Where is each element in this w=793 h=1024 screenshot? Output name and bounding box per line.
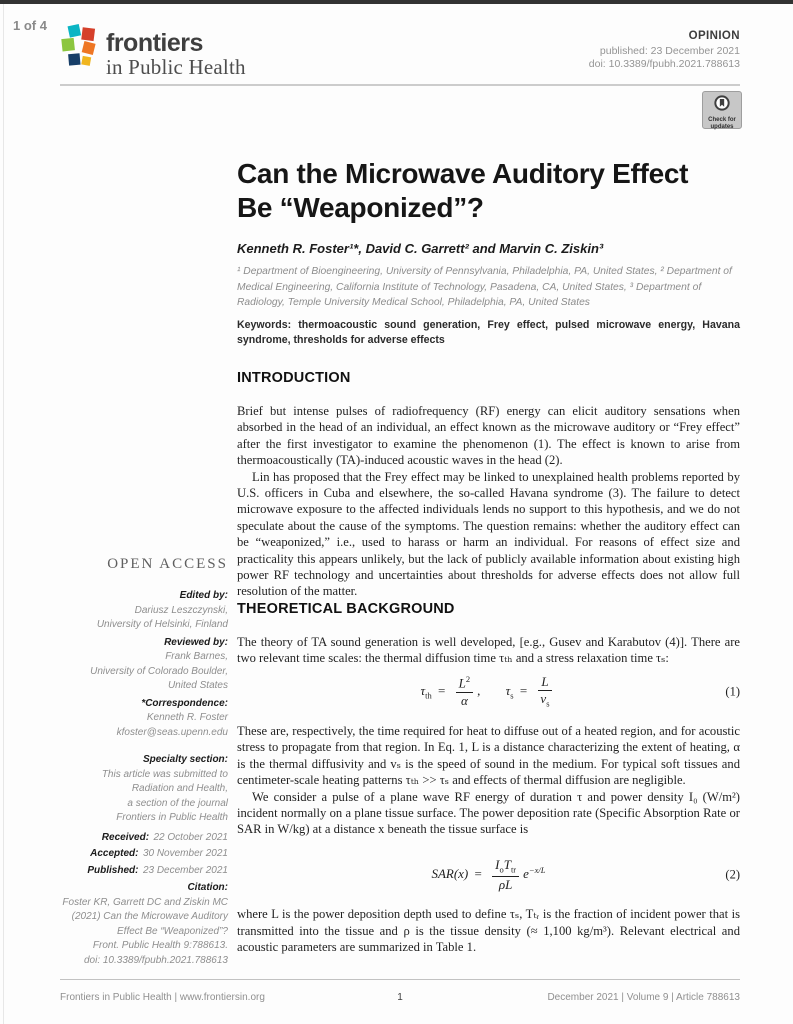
page-title-line2: Be “Weaponized”? <box>237 192 484 223</box>
open-access-label: OPEN ACCESS <box>107 556 228 572</box>
affiliations: ¹ Department of Bioengineering, University of Pennsylvania, Philadelphia, PA, United States, ² Department of Medical Engineering, California Institute of Technology, Pasadena, CA, United States, ³ Department of Radiology, Temple University Medical School, Philadelphia, PA, United States <box>237 266 732 309</box>
published-date: published: 23 December 2021 <box>599 45 740 57</box>
footer-journal: Frontiers in Public Health | www.frontiersin.org <box>60 992 265 1003</box>
article-type-label: OPINION <box>688 30 740 42</box>
header-meta <box>589 30 740 70</box>
correspondence-email[interactable]: kfoster@seas.upenn.edu <box>116 726 228 738</box>
badge-text-line2: updates <box>710 123 734 130</box>
edited-by-block: Edited by: Dariusz Leszczynski, University of Helsinki, Finland <box>96 590 228 630</box>
intro-paragraph-2: Lin has proposed that the Frey effect may be linked to unexplained health problems reported by U.S. officers in Cuba and elsewhere, the so-called Havana syndrome (3). The failure to detect microwave exposure to the affected individuals lends no support to this hypothesis, and we do not speculate about the cause of the symptoms. The question remains: whether the auditory effect can be “weaponized,” i.e., used to harass or harm an individual. For reasons of effect size and practicality this appears unlikely, but the lack of publicly available information about existing high power RF technology and uncertainties about thresholds for adverse effects does not allow full resolution of the matter. <box>237 469 740 599</box>
eq1-number: (1) <box>725 684 740 699</box>
header-divider <box>60 84 740 86</box>
badge-text-line1: Check for <box>708 117 736 123</box>
theory-paragraph-4: where L is the power deposition depth used to define τₛ, Tₜᵣ is the fraction of incident power that is transmitted into the tissue and ρ is the tissue density (≈ 1,100 kg/m³). Relevant electrical and acoustic parameters are summarized in Table 1. <box>237 907 740 954</box>
eq1-tau-s: τ <box>505 682 511 698</box>
check-for-updates-badge[interactable] <box>702 91 742 129</box>
keywords-line: Keywords: thermoacoustic sound generation, Frey effect, pulsed microwave energy, Havana syndrome, thresholds for adverse effects <box>237 319 740 346</box>
journal-wordmark: frontiers <box>106 29 203 57</box>
journal-name: in Public Health <box>106 55 246 79</box>
theory-heading: THEORETICAL BACKGROUND <box>237 601 455 617</box>
equation-2: SAR(x) = $\frac{I_oT_{tr}}{\rho L}$ $e^{-x/L}$ (2) <box>431 856 740 892</box>
frontiers-logo-icon <box>60 24 102 72</box>
doi-line: doi: 10.3389/fpubh.2021.788613 <box>588 57 740 70</box>
crossmark-icon <box>713 94 731 112</box>
theory-section <box>237 601 740 955</box>
dates-block: Received: 22 October 2021 Accepted: 30 November 2021 Published: 23 December 2021 <box>87 831 228 876</box>
theory-paragraph-2: These are, respectively, the time required for heat to diffuse out of a heated region, and for acoustic stress to propagate from that region. In Eq. 1, L is a distance characterizing the extent of heating, α is the thermal diffusivity and vₛ is the speed of sound in the medium. For typical soft tissues and centimeter-scale heating patterns τₜₕ >> τₛ and effects of thermal diffusion are negligible. <box>237 724 740 788</box>
article-info-sidebar <box>30 556 228 971</box>
frontiers-logo <box>60 24 246 79</box>
correspondence-block: *Correspondence: Kenneth R. Foster kfoster@seas.upenn.edu <box>30 697 228 741</box>
introduction-heading: INTRODUCTION <box>237 370 351 386</box>
intro-paragraph-1: Brief but intense pulses of radiofrequency (RF) energy can elicit auditory sensations when absorbed in the head of an individual, an effect known as the microwave auditory or “Frey effect” after the first investigator to examine the phenomenon (1). The effect is known to arise from thermoacoustically (TA)-induced acoustic waves in the head (2). <box>237 404 740 468</box>
footer-issue-info: December 2021 | Volume 9 | Article 788613 <box>547 992 740 1003</box>
theory-paragraph-3: We consider a pulse of a plane wave RF energy of duration τ and power density I₀ (W/m²) incident normally on a plane tissue surface. The power deposition rate (Specific Absorption Rate or SAR in W/kg) at a distance x beneath the tissue surface is <box>237 789 740 837</box>
equation-1: $\tau_{th}$ = $\frac{L^2}{\alpha}$ , $\tau_s$ = $\frac{L}{v_s}$ (1) <box>420 673 740 709</box>
reviewed-by-block: Reviewed by: Frank Barnes, University of Colorado Boulder, United States <box>90 636 228 691</box>
eq2-number: (2) <box>725 867 740 882</box>
specialty-section-block: Specialty section: This article was submitted to Radiation and Health, a section of the journal Frontiers in Public Health <box>101 754 228 823</box>
authors-line: Kenneth R. Foster¹*, David C. Garrett² and Marvin C. Ziskin³ <box>237 241 604 256</box>
eq2-lhs: SAR(x) <box>431 865 469 881</box>
eq1-fraction-1: $\frac{L^2}{\alpha}$ <box>456 675 473 708</box>
eq2-fraction: $\frac{I_oT_{tr}}{\rho L}$ <box>492 858 519 892</box>
page-title-line1: Can the Microwave Auditory Effect <box>237 158 689 189</box>
citation-block: Citation: Foster KR, Garrett DC and Ziskin MC (2021) Can the Microwave Auditory Effect Be “Weaponized”? Front. Public Health 9:788613. doi: 10.3389/fpubh.2021.788613 <box>62 882 228 966</box>
introduction-section <box>237 370 740 600</box>
title-block <box>237 157 740 225</box>
page-left-border <box>3 4 4 1024</box>
footer-divider <box>60 979 740 980</box>
viewer-top-bar <box>0 0 793 4</box>
theory-paragraph-1: The theory of TA sound generation is well developed, [e.g., Gusev and Karabutov (4)]. There are two relevant time scales: the thermal diffusion time τₜₕ and a stress relaxation time τₛ: <box>237 635 740 666</box>
footer-page-number: 1 <box>397 992 403 1003</box>
correspondence-name: Kenneth R. Foster <box>146 712 228 723</box>
eq1-tau-th: τ <box>420 682 426 698</box>
page-indicator: 1 of 4 <box>13 18 47 33</box>
eq1-fraction-2: $\frac{L}{v_s}$ <box>537 675 552 709</box>
